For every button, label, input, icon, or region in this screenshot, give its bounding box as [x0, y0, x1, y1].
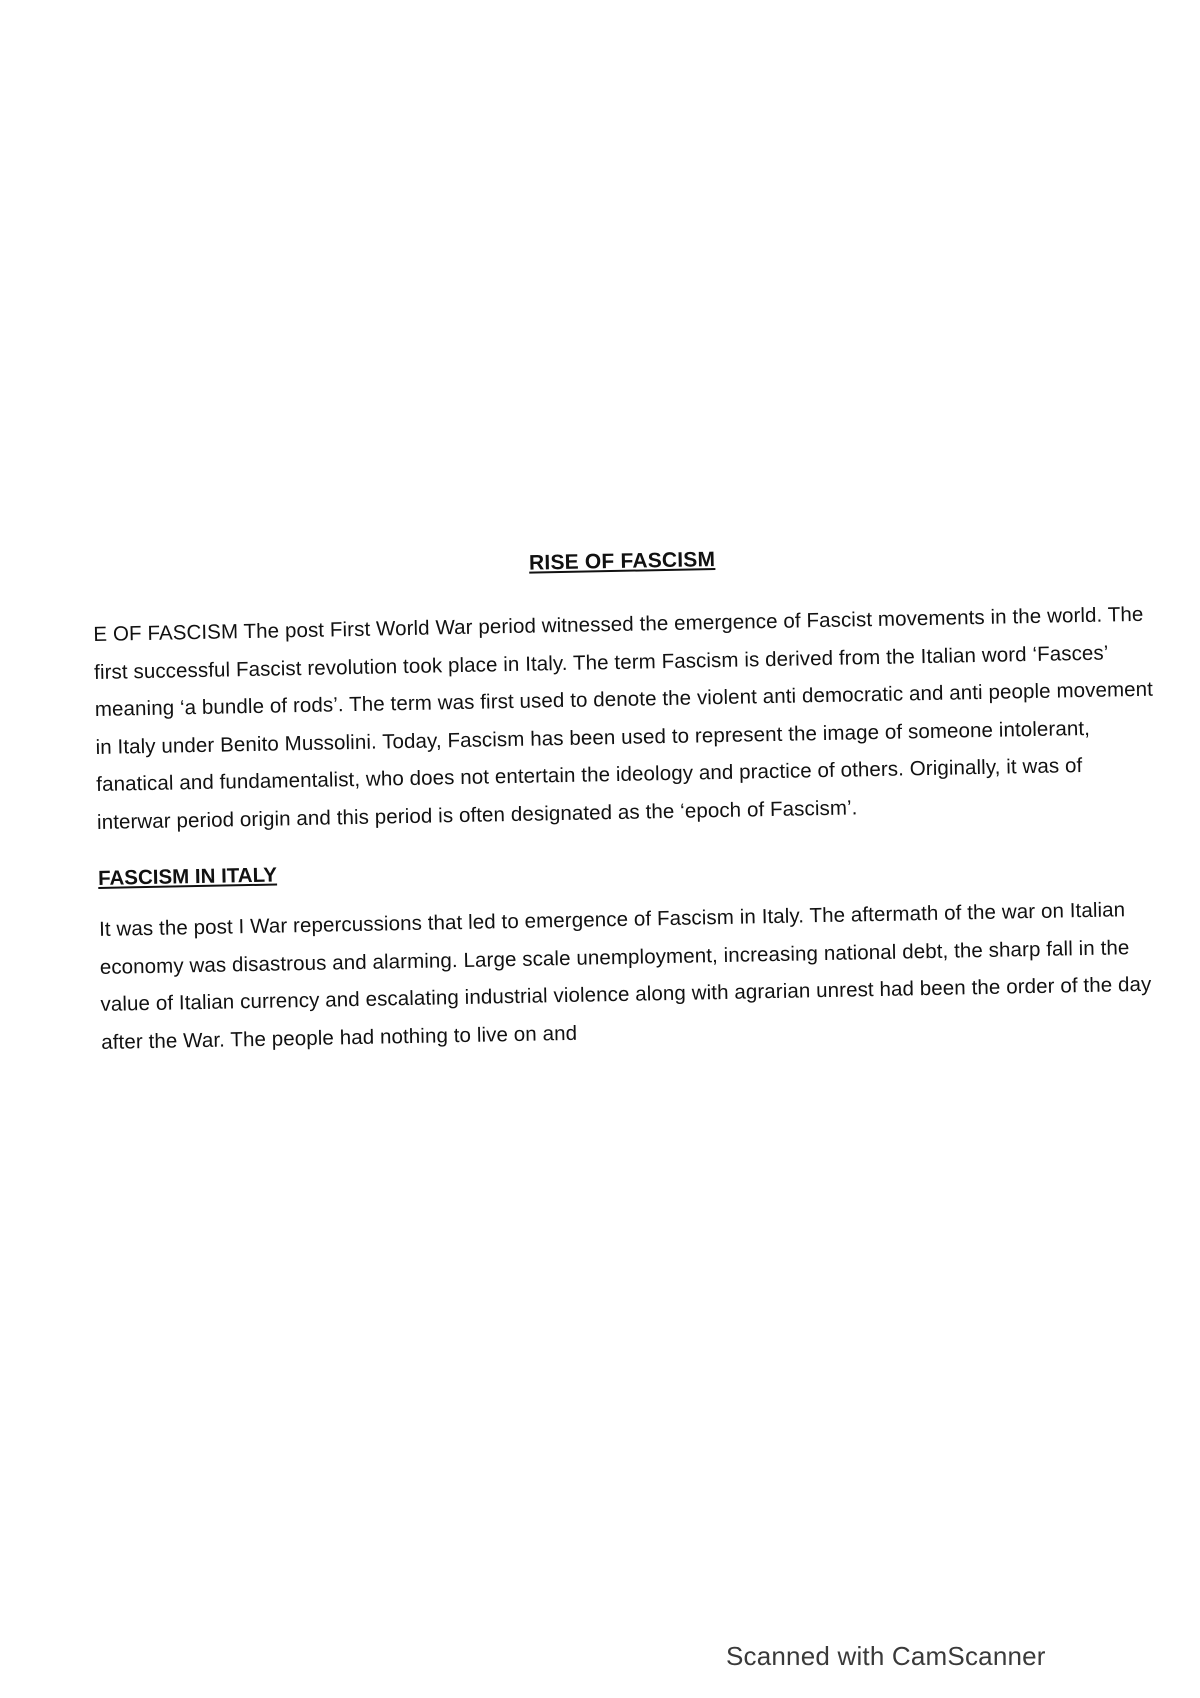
italy-paragraph: It was the post I War repercussions that led to emergence of Fascism in Italy. The aftermath of the war on Italian economy was disastrous and alarming. Large scale unemployment, increasing national debt, the sharp fall in the value of Italian currency and escalating industrial violence along with agrarian unrest had been the order of the day after the War. The people had nothing to live on and [98, 898, 1152, 1054]
camscanner-watermark: Scanned with CamScanner [726, 1641, 1046, 1671]
intro-paragraph: E OF FASCISM The post First World War period witnessed the emergence of Fascist movements in the world. The first successful Fascist revolution took place in Italy. The term Fascism is derived from the Italian word ‘Fasces’ meaning ‘a bundle of rods’. The term was first used to denote the violent anti democratic and anti people movement in Italy under Benito Mussolini. Today, Fascism has been used to represent the image of someone intolerant, fanatical and fundamentalist, who does not entertain the ideology and practice of others. Originally, it was of interwar period origin and this period is often designated as the ‘epoch of Fascism’. [93, 602, 1154, 834]
section-heading: FASCISM IN ITALY [97, 863, 278, 890]
document-body [92, 540, 1161, 1061]
document-title: RISE OF FASCISM [528, 548, 716, 575]
